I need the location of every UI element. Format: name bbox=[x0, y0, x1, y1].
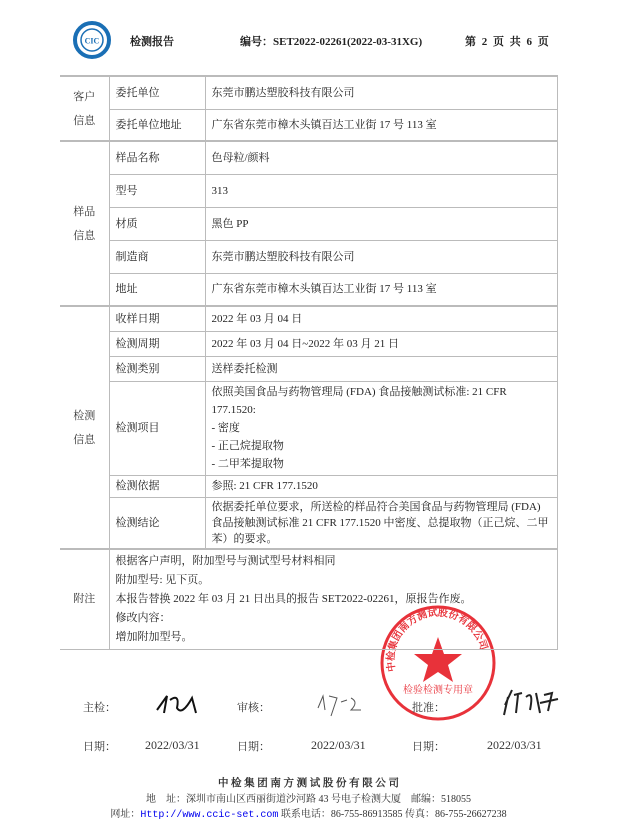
label-sample-name: 样品名称 bbox=[109, 141, 205, 174]
date-label: 日期： bbox=[83, 741, 116, 753]
group-test: 检测 信息 bbox=[60, 306, 109, 549]
label-model: 型号 bbox=[109, 174, 205, 207]
cic-logo-icon bbox=[72, 20, 112, 60]
date-label: 日期： bbox=[237, 741, 270, 753]
group-customer: 客户 信息 bbox=[60, 76, 109, 141]
value-type: 送样委托检测 bbox=[205, 356, 558, 381]
note-line: 本报告替换 2022 年 03 月 21 日出具的报告 SET2022-02261，原报告作废。 bbox=[115, 592, 472, 605]
page-indicator: 第 2 页 共 6 页 bbox=[465, 36, 549, 48]
report-table bbox=[60, 75, 558, 650]
group-note: 附注 bbox=[60, 549, 109, 649]
note-line: 根据客户声明，附加型号与测试型号材料相同 bbox=[115, 554, 336, 567]
web-label: 网址： bbox=[110, 809, 141, 820]
report-number: 编号：SET2022-02261(2022-03-31XG) bbox=[240, 36, 423, 48]
label-basis: 检测依据 bbox=[109, 475, 205, 497]
value-model: 313 bbox=[205, 174, 558, 207]
page-header bbox=[60, 15, 560, 75]
website-link[interactable]: Http://www.ccic-set.com bbox=[140, 810, 279, 821]
value-client-addr: 广东省东莞市樟木头镇百达工业街 17 号 113 室 bbox=[205, 109, 558, 141]
label-client-addr: 委托单位地址 bbox=[109, 109, 205, 141]
inspector-label: 主检： bbox=[83, 702, 116, 714]
approver-signature bbox=[500, 685, 560, 720]
label-maker-addr: 地址 bbox=[109, 273, 205, 306]
note-line: 附加型号: 见下页。 bbox=[115, 573, 210, 586]
label-material: 材质 bbox=[109, 207, 205, 240]
items-line: - 密度 bbox=[211, 422, 240, 434]
value-period: 2022 年 03 月 04 日~2022 年 03 月 21 日 bbox=[205, 331, 558, 356]
note-line: 修改内容： bbox=[115, 611, 171, 624]
reviewer-label: 审核： bbox=[237, 702, 270, 714]
svg-text:中检集团南方测试股份有限公司: 中检集团南方测试股份有限公司 bbox=[385, 607, 489, 673]
approver-date: 2022/03/31 bbox=[487, 738, 542, 752]
approver-label: 批准： bbox=[412, 702, 445, 714]
label-items: 检测项目 bbox=[109, 381, 205, 475]
contact-numbers: 联系电话：86-755-86913585 传真：86-755-26627238 bbox=[278, 809, 507, 820]
value-sample-name: 色母粒/颜料 bbox=[205, 141, 558, 174]
value-received: 2022 年 03 月 04 日 bbox=[205, 306, 558, 331]
svg-text:CIC: CIC bbox=[84, 36, 100, 46]
footer-company: 中 检 集 团 南 方 测 试 股 份 有 限 公 司 bbox=[217, 778, 400, 789]
label-maker: 制造商 bbox=[109, 240, 205, 273]
svg-text:检验检测专用章: 检验检测专用章 bbox=[403, 685, 473, 696]
date-label: 日期： bbox=[412, 741, 445, 753]
value-basis: 参照: 21 CFR 177.1520 bbox=[205, 475, 558, 497]
footer-address: 地 址：深圳市南山区西丽街道沙河路 43 号电子检测大厦 邮编：518055 bbox=[146, 794, 471, 805]
label-type: 检测类别 bbox=[109, 356, 205, 381]
label-received: 收样日期 bbox=[109, 306, 205, 331]
inspector-signature bbox=[152, 688, 202, 718]
value-items bbox=[205, 381, 558, 475]
reviewer-signature bbox=[315, 688, 365, 718]
label-client: 委托单位 bbox=[109, 76, 205, 109]
value-material: 黑色 PP bbox=[205, 207, 558, 240]
items-line: 依照美国食品与药物管理局 (FDA) 食品接触测试标准: 21 CFR 177.1520: bbox=[211, 386, 507, 416]
note-line: 增加附加型号。 bbox=[115, 630, 193, 643]
items-line: - 二甲苯提取物 bbox=[211, 458, 284, 470]
value-conclusion: 依据委托单位要求，所送检的样品符合美国食品与药物管理局 (FDA) 食品接触测试标准 21 CFR 177.1520 中密度、总提取物（正己烷、二甲苯）的要求。 bbox=[205, 497, 558, 549]
inspector-date: 2022/03/31 bbox=[145, 738, 200, 752]
value-client: 东莞市鹏达塑胶科技有限公司 bbox=[205, 76, 558, 109]
reviewer-date: 2022/03/31 bbox=[311, 738, 366, 752]
value-maker-addr: 广东省东莞市樟木头镇百达工业街 17 号 113 室 bbox=[205, 273, 558, 306]
items-line: - 正己烷提取物 bbox=[211, 440, 284, 452]
group-sample: 样品 信息 bbox=[60, 141, 109, 306]
report-title: 检测报告 bbox=[130, 36, 174, 48]
footer-contact bbox=[0, 805, 617, 821]
value-maker: 东莞市鹏达塑胶科技有限公司 bbox=[205, 240, 558, 273]
notes bbox=[109, 549, 558, 649]
label-period: 检测周期 bbox=[109, 331, 205, 356]
label-conclusion: 检测结论 bbox=[109, 497, 205, 549]
